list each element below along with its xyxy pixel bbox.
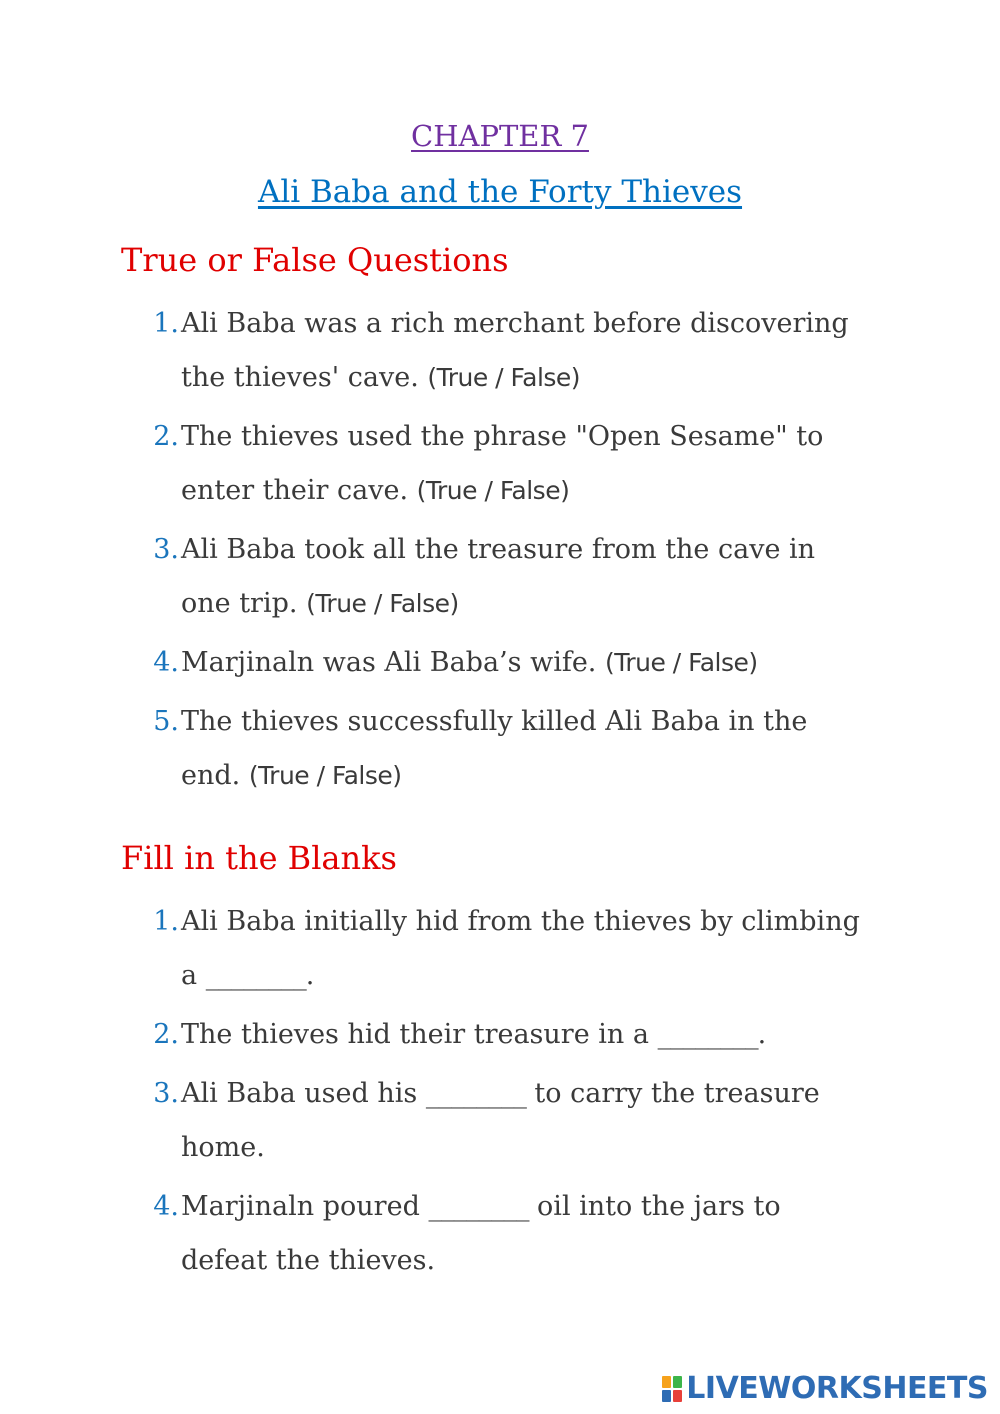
tf-question-2 <box>0 410 1000 518</box>
tf-question-5 <box>0 695 1000 803</box>
fib-question-4 <box>0 1180 1000 1288</box>
question-text: The thieves used the phrase "Open Sesame" to enter their cave. <box>181 421 824 506</box>
answer-blank[interactable]: ________ <box>428 1191 529 1222</box>
true-false-choice[interactable]: (True / False) <box>604 648 758 677</box>
fib-question-3 <box>0 1067 1000 1175</box>
question-text-before: Ali Baba used his <box>181 1078 418 1109</box>
question-text: Marjinaln was Ali Baba’s wife. <box>181 647 597 678</box>
answer-blank[interactable]: ________ <box>205 960 306 991</box>
answer-blank[interactable]: ________ <box>657 1019 758 1050</box>
question-number: 2. <box>153 421 179 452</box>
question-text-after: . <box>757 1019 767 1050</box>
question-text-after: . <box>305 960 315 991</box>
fill-blanks-list <box>0 895 1000 1293</box>
question-number: 1. <box>153 906 179 937</box>
question-text-after: to carry the treasure home. <box>181 1078 820 1163</box>
question-text-before: The thieves hid their treasure in a <box>181 1019 649 1050</box>
tf-question-3 <box>0 523 1000 631</box>
true-false-choice[interactable]: (True / False) <box>248 761 402 790</box>
fib-question-2 <box>0 1008 1000 1062</box>
question-number: 5. <box>153 706 179 737</box>
question-number: 4. <box>153 1191 179 1222</box>
question-text-before: Marjinaln poured <box>181 1191 420 1222</box>
question-number: 3. <box>153 534 179 565</box>
tf-question-1 <box>0 297 1000 405</box>
question-text: Ali Baba was a rich merchant before discovering the thieves' cave. <box>181 308 849 393</box>
story-title: Ali Baba and the Forty Thieves <box>257 174 743 210</box>
liveworksheets-logo-icon <box>662 1376 682 1402</box>
question-number: 1. <box>153 308 179 339</box>
question-text: The thieves successfully killed Ali Baba in the end. <box>181 706 808 791</box>
true-false-heading: True or False Questions <box>121 241 509 279</box>
question-number: 4. <box>153 647 179 678</box>
true-false-choice[interactable]: (True / False) <box>427 363 581 392</box>
liveworksheets-brand[interactable] <box>662 1371 988 1406</box>
question-number: 2. <box>153 1019 179 1050</box>
question-text: Ali Baba took all the treasure from the cave in one trip. <box>181 534 816 619</box>
true-false-list <box>0 297 1000 808</box>
answer-blank[interactable]: ________ <box>425 1078 526 1109</box>
question-number: 3. <box>153 1078 179 1109</box>
question-text-after: oil into the jars to defeat the thieves. <box>181 1191 781 1276</box>
question-text-before: Ali Baba initially hid from the thieves by climbing a <box>181 906 860 991</box>
tf-question-4 <box>0 636 1000 690</box>
fib-question-1 <box>0 895 1000 1003</box>
fill-blanks-heading: Fill in the Blanks <box>121 839 397 877</box>
brand-name: LIVEWORKSHEETS <box>686 1371 988 1406</box>
true-false-choice[interactable]: (True / False) <box>416 476 570 505</box>
chapter-label: CHAPTER 7 <box>411 119 589 153</box>
true-false-choice[interactable]: (True / False) <box>306 589 459 618</box>
